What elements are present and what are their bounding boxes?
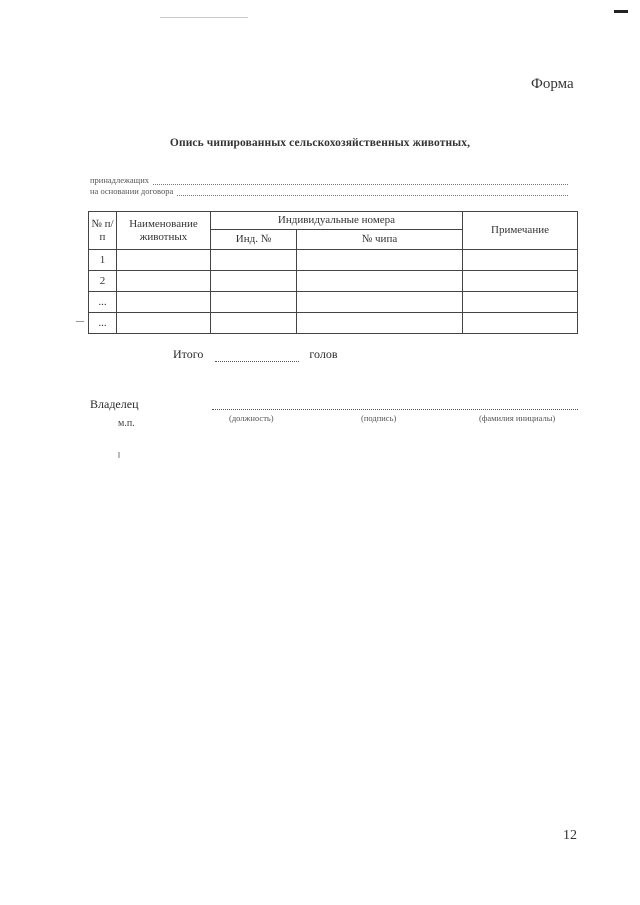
cell-animal-name[interactable] [117,292,211,313]
table-row [89,250,578,271]
scan-artifact [160,17,248,18]
row-num: 1 [89,250,117,271]
header-individual-numbers: Индивидуальные номера [211,212,463,230]
stamp-label: м.п. [118,418,135,429]
contract-line [90,186,568,196]
page-number: 12 [563,828,577,843]
cell-chip-no[interactable] [297,271,463,292]
row-num: 2 [89,271,117,292]
scan-artifact [614,10,628,13]
page-title: Опись чипированных сельскохозяйственных животных, [169,137,471,149]
caption-name: (фамилия инициалы) [479,413,556,423]
cell-ind-no[interactable] [211,271,297,292]
total-label: Итого [173,347,204,361]
table-row [89,313,578,334]
header-ind-no: Инд. № [211,230,297,250]
scan-artifact [118,452,120,458]
cell-chip-no[interactable] [297,250,463,271]
total-blank[interactable] [215,349,299,362]
table-row [89,292,578,313]
cell-ind-no[interactable] [211,250,297,271]
cell-chip-no[interactable] [297,292,463,313]
owner-line-blank [153,176,568,185]
heads-label: голов [309,347,338,361]
cell-animal-name[interactable] [117,271,211,292]
form-label: Форма [531,76,574,92]
contract-line-blank [177,187,568,196]
cell-animal-name[interactable] [117,313,211,334]
cell-note[interactable] [463,250,578,271]
caption-signature: (подпись) [361,413,397,423]
signature-line[interactable] [212,408,578,410]
cell-chip-no[interactable] [297,313,463,334]
header-chip-no: № чипа [297,230,463,250]
caption-position: (должность) [229,413,274,423]
cell-animal-name[interactable] [117,250,211,271]
cell-note[interactable] [463,313,578,334]
cell-note[interactable] [463,292,578,313]
cell-note[interactable] [463,271,578,292]
cell-ind-no[interactable] [211,313,297,334]
contract-line-label: на основании договора [90,186,174,196]
owner-label: Владелец [90,397,139,411]
row-num: ... [89,313,117,334]
header-animal-name: Наименование животных [117,212,211,250]
owner-line [90,175,568,185]
scan-artifact [76,321,84,322]
table-row [89,271,578,292]
row-num: ... [89,292,117,313]
cell-ind-no[interactable] [211,292,297,313]
header-num: № п/п [89,212,117,250]
inventory-table [88,211,578,334]
owner-line-label: принадлежащих [90,175,149,185]
header-note: Примечание [463,212,578,250]
total-line [173,347,338,362]
